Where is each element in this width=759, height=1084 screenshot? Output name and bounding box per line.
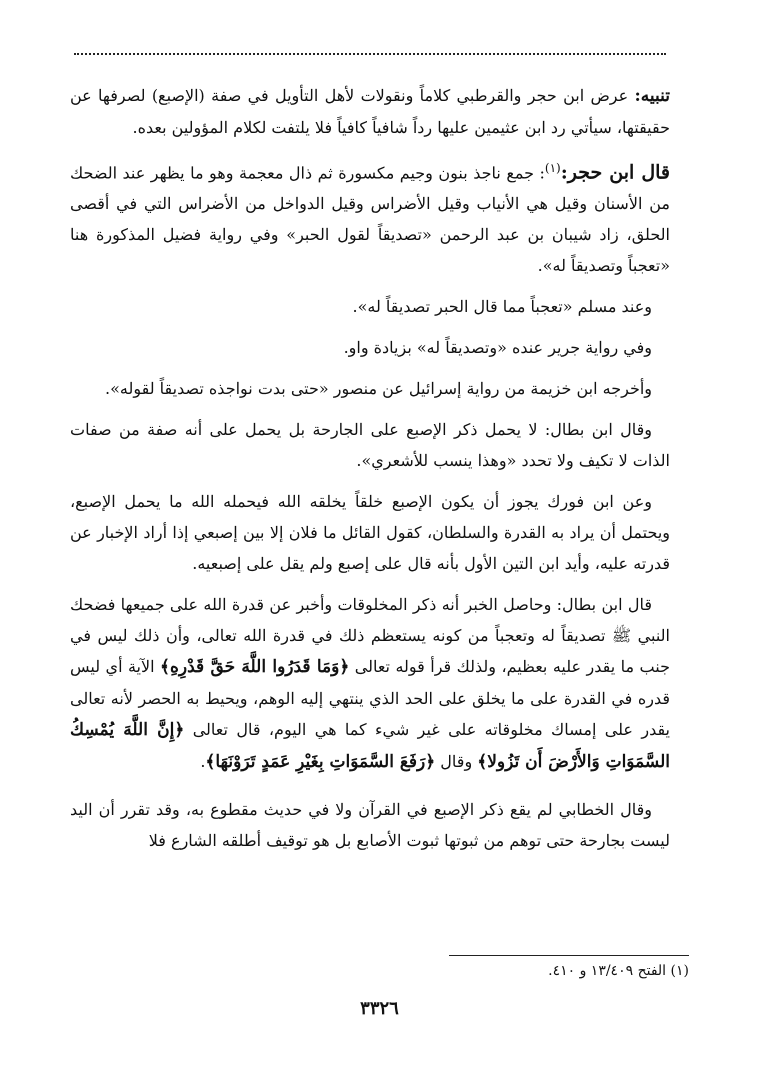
ibn-khuzayma-text: وأخرجه ابن خزيمة من رواية إسرائيل عن منصور «حتى بدت نواجذه تصديقاً لقوله». xyxy=(105,379,652,399)
ibn-furak-text: وعن ابن فورك يجوز أن يكون الإصبع خلقاً يخلقه الله فيحمله الله ما يحمل الإصبع، ويحتمل أن يراد به القدرة والسلطان، كقول القائل ما فلان إلا بين إصبعي إذا أراد الإخبار عن قدرته عليه، وأيد ابن التين الأول بأنه قال على إصبع ولم يقل على إصبعيه. xyxy=(70,492,670,574)
ibn-battal-second-text-b: الآية أي ليس قدره في القدرة على ما يخلق على الحد الذي ينتهي إليه الوهم، ويحيط به الحصر لأنه تعالى يقدر على إمساك مخلوقاته على غير شيء كما هي اليوم، قال تعالى xyxy=(70,657,671,740)
footnote-rule xyxy=(449,955,689,956)
top-dotted-rule xyxy=(74,53,666,55)
ibn-hajar-text: : جمع ناجذ بنون وجيم مكسورة ثم ذال معجمة وهو ما يظهر عند الضحك من الأسنان وقيل هي الأنياب وقيل الأضراس وقيل الدواخل من الأضراس التي في أقصى الحلق، زاد شيبان بن عبد الرحمن «تصديقاً لقول الحبر» وفي رواية فضيل المذكورة هنا «تعجباً وتصديقاً له». xyxy=(70,163,670,276)
muslim-paragraph xyxy=(70,291,670,322)
jarir-paragraph xyxy=(70,332,670,363)
ibn-battal-second-text-a: قال ابن بطال: وحاصل الخبر أنه ذكر المخلوقات وأخبر عن قدرة الله على جميعها فضحك النبي ﷺ تصديقاً له وتعجباً من كونه يستعظم ذلك في قدرة الله تعالى، وأن ذلك ليس في جنب ما يقدر عليه بعظيم، ولذلك قرأ قوله تعالى xyxy=(70,595,670,677)
ibn-battal-second-paragraph xyxy=(70,589,670,778)
ibn-battal-second-text-d: . xyxy=(200,752,206,772)
main-text xyxy=(70,80,670,856)
ibn-battal-text: وقال ابن بطال: لا يحمل ذكر الإصبع على الجارحة بل يحمل على أنه صفة من صفات الذات لا تكيف ولا تحدد «وهذا ينسب للأشعري». xyxy=(70,420,670,471)
note-paragraph xyxy=(70,80,670,143)
quran-verse-1: ﴿وَمَا قَدَرُوا اللَّهَ حَقَّ قَدْرِهِ﴾ xyxy=(160,657,350,678)
page-number: ٣٣٢٦ xyxy=(360,998,399,1019)
ibn-hajar-lead: قال ابن حجر: xyxy=(560,161,671,184)
footnote: (١) الفتح ١٣/٤٠٩ و ٤١٠. xyxy=(548,963,689,979)
muslim-text: وعند مسلم «تعجباً مما قال الحبر تصديقاً له». xyxy=(352,297,652,317)
khattabi-paragraph xyxy=(70,794,670,856)
jarir-text: وفي رواية جرير عنده «وتصديقاً له» بزيادة واو. xyxy=(343,338,652,358)
ibn-battal-paragraph xyxy=(70,414,670,476)
footnote-marker: (١) xyxy=(544,161,561,175)
quran-verse-2: ﴿إِنَّ اللَّهَ يُمْسِكُ السَّمَوَاتِ وَالأَرْضَ أَن تَزُولا﴾ xyxy=(70,720,670,773)
ibn-khuzayma-paragraph xyxy=(70,373,670,404)
note-text: عرض ابن حجر والقرطبي كلاماً ونقولات لأهل التأويل في صفة (الإصبع) لصرفها عن حقيقتها، سيأتي رد ابن عثيمين عليها رداً شافياً كافياً فلا يلتفت لكلام المؤولين بعده. xyxy=(70,86,670,137)
ibn-hajar-paragraph xyxy=(70,153,670,281)
khattabi-text: وقال الخطابي لم يقع ذكر الإصبع في القرآن ولا في حديث مقطوع به، وقد تقرر أن اليد ليست بجارحة حتى توهم من ثبوتها ثبوت الأصابع بل هو توقيف أطلقه الشارع فلا xyxy=(70,800,670,851)
ibn-battal-second-text-c: وقال xyxy=(435,752,478,772)
quran-verse-3: ﴿رَفَعَ السَّمَوَاتِ بِغَيْرِ عَمَدٍ تَرَوْنَهَا﴾ xyxy=(205,752,436,773)
ibn-furak-paragraph xyxy=(70,486,670,579)
note-lead: تنبيه: xyxy=(634,86,670,106)
